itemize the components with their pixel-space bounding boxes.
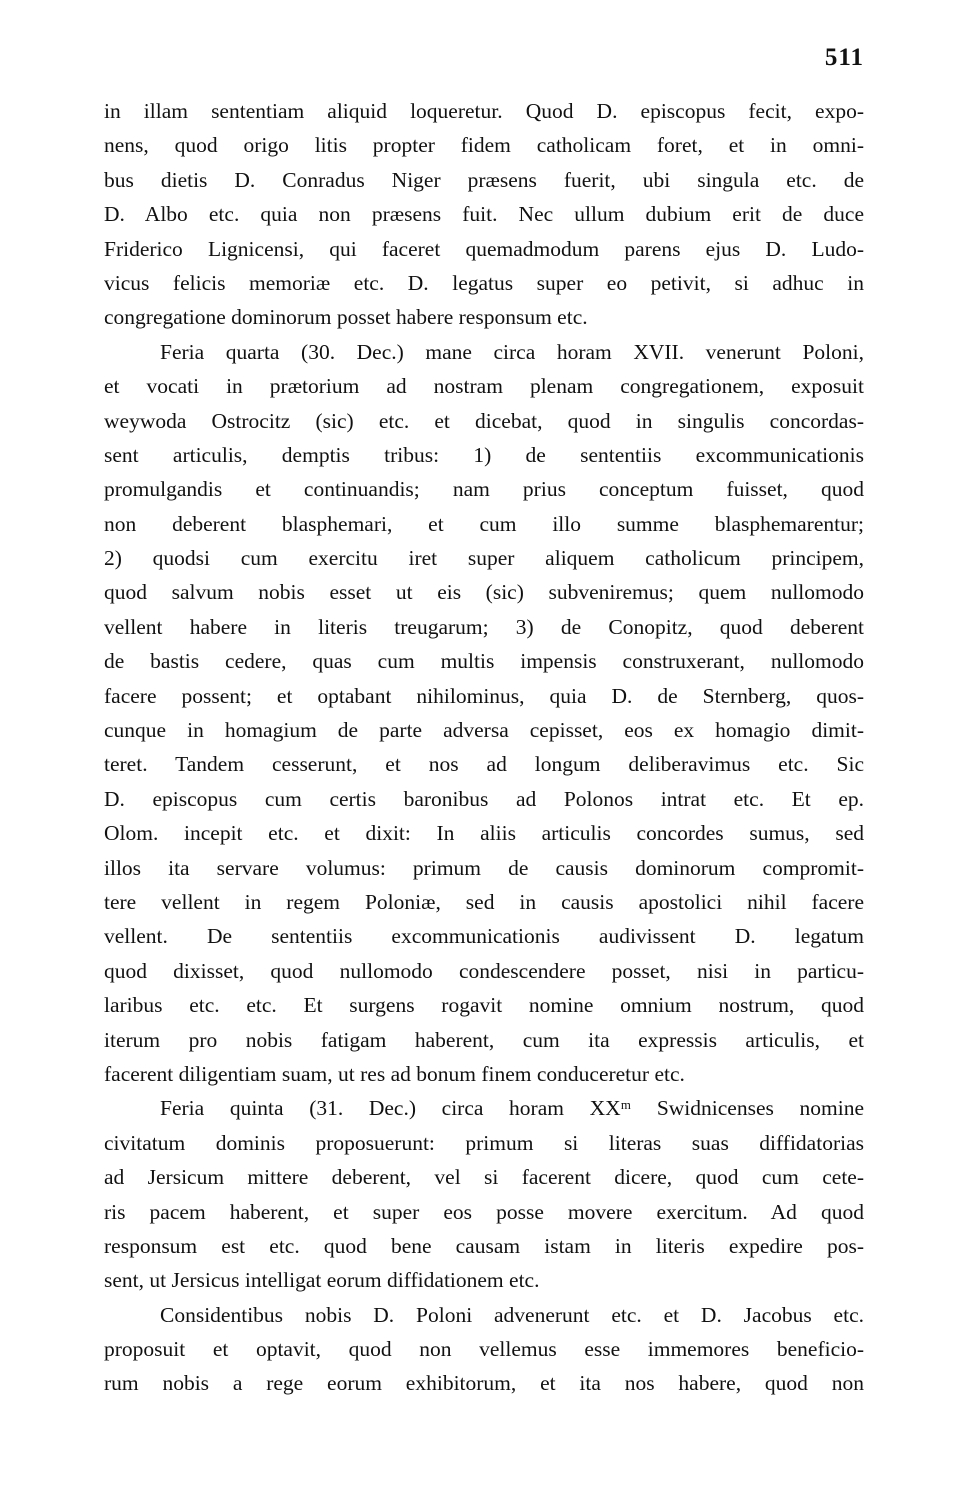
- text-line: iterum pro nobis fatigam haberent, cum ita expressis articulis, et: [104, 1027, 864, 1052]
- text-line: ad Jersicum mittere deberent, vel si facerent dicere, quod cum cete-: [104, 1165, 864, 1190]
- text-line: D. episcopus cum certis baronibus ad Polonos intrat etc. Et ep.: [104, 786, 864, 811]
- text-line: de bastis cedere, quas cum multis impensis construxerant, nullomodo: [104, 649, 864, 674]
- text-line: Considentibus nobis D. Poloni advenerunt etc. et D. Jacobus etc.: [160, 1302, 864, 1327]
- text-line: facerent diligentiam suam, ut res ad bonum finem conduceretur etc.: [104, 1061, 685, 1086]
- text-line: responsum est etc. quod bene causam istam in literis expedire pos-: [104, 1233, 864, 1258]
- text-line: non deberent blasphemari, et cum illo summe blasphemarentur;: [104, 511, 864, 536]
- text-line: teret. Tandem cesserunt, et nos ad longum deliberavimus etc. Sic: [104, 752, 864, 777]
- text-line: D. Albo etc. quia non præsens fuit. Nec ullum dubium erit de duce: [104, 202, 864, 227]
- text-line: tere vellent in regem Poloniæ, sed in causis apostolici nihil facere: [104, 889, 864, 914]
- text-line: facere possent; et optabant nihilominus, quia D. de Sternberg, quos-: [104, 683, 864, 708]
- text-line: congregatione dominorum posset habere responsum etc.: [104, 305, 588, 330]
- text-line: Olom. incepit etc. et dixit: In aliis articulis concordes sumus, sed: [104, 821, 864, 846]
- text-line: sent, ut Jersicus intelligat eorum diffidationem etc.: [104, 1268, 540, 1293]
- text-line: nens, quod origo litis propter fidem catholicam foret, et in omni-: [104, 133, 864, 158]
- text-line: vicus felicis memoriæ etc. D. legatus super eo petivit, si adhuc in: [104, 270, 864, 295]
- text-line: ris pacem haberent, et super eos posse movere exercitum. Ad quod: [104, 1199, 864, 1224]
- page-number: 511: [824, 44, 864, 71]
- text-line: Feria quarta (30. Dec.) mane circa horam XVII. venerunt Poloni,: [160, 339, 864, 364]
- text-line: quod salvum nobis esset ut eis (sic) subveniremus; quem nullomodo: [104, 580, 864, 605]
- text-line: rum nobis a rege eorum exhibitorum, et ita nos habere, quod non: [104, 1371, 864, 1396]
- text-line: Feria quinta (31. Dec.) circa horam XXᵐ Swidnicenses nomine: [160, 1096, 864, 1121]
- text-line: sent articulis, demptis tribus: 1) de sententiis excommunicationis: [104, 442, 864, 467]
- text-line: illos ita servare volumus: primum de causis dominorum compromit-: [104, 855, 864, 880]
- text-line: vellent. De sententiis excommunicationis audivissent D. legatum: [104, 924, 864, 949]
- text-line: in illam sententiam aliquid loqueretur. Quod D. episcopus fecit, expo-: [104, 99, 864, 123]
- text-line: weywoda Ostrocitz (sic) etc. et dicebat, quod in singulis concordas-: [104, 408, 864, 433]
- text-line: cunque in homagium de parte adversa cepisset, eos ex homagio dimit-: [104, 718, 864, 743]
- text-line: et vocati in prætorium ad nostram plenam congregationem, exposuit: [104, 374, 864, 399]
- body-text: [104, 94, 864, 1401]
- text-line: laribus etc. etc. Et surgens rogavit nomine omnium nostrum, quod: [104, 993, 864, 1018]
- text-line: Friderico Lignicensi, qui faceret quemadmodum parens ejus D. Ludo-: [104, 236, 864, 261]
- text-line: vellent habere in literis treugarum; 3) de Conopitz, quod deberent: [104, 614, 864, 639]
- text-line: 2) quodsi cum exercitu iret super aliquem catholicum principem,: [104, 546, 864, 571]
- text-line: quod dixisset, quod nullomodo condescendere posset, nisi in particu-: [104, 958, 864, 983]
- text-line: bus dietis D. Conradus Niger præsens fuerit, ubi singula etc. de: [104, 167, 864, 192]
- text-line: promulgandis et continuandis; nam prius conceptum fuisset, quod: [104, 477, 864, 502]
- text-line: civitatum dominis proposuerunt: primum si literas suas diffidatorias: [104, 1130, 864, 1155]
- text-line: proposuit et optavit, quod non vellemus esse immemores beneficio-: [104, 1337, 864, 1362]
